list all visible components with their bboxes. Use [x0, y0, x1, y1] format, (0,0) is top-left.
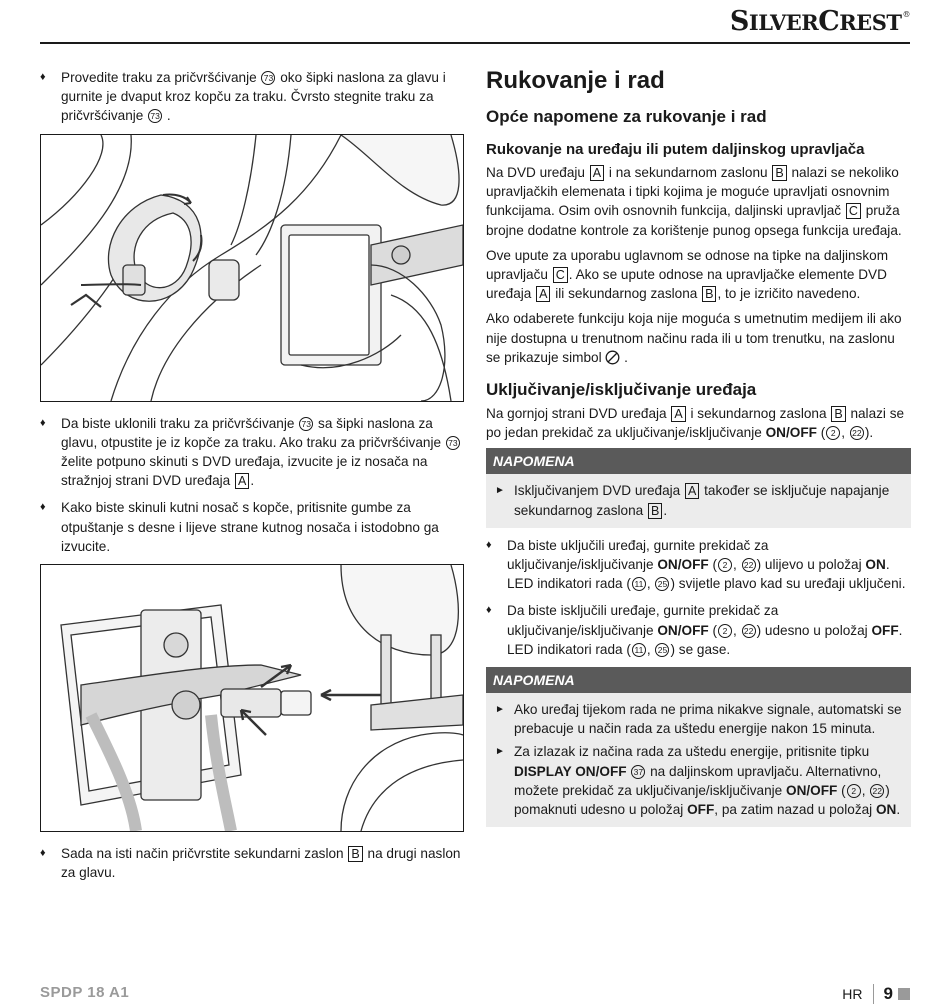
right-column [486, 68, 911, 835]
list-item: ♦ Sada na isti način pričvrstite sekundarni zaslon B na drugi naslon za glavu. [40, 846, 461, 881]
callout-number: 73 [148, 109, 162, 123]
paragraph: Na gornjoj strani DVD uređaja A i sekundarnog zaslona B nalazi se po jedan prekidač za uključivanje/isključivanje ON/OFF ( 2 , 22 ). [486, 406, 905, 441]
language-code: HR [842, 986, 863, 1002]
device-ref: C [553, 267, 568, 283]
callout-number: 2 [718, 624, 732, 638]
section-title: Rukovanje i rad [486, 67, 665, 94]
callout-number: 25 [655, 577, 669, 591]
list-item: ♦ Da biste uključili uređaj, gurnite prekidač za uključivanje/isključivanje ON/OFF ( 2 , 22 ) ulijevo u položaj ON. LED indikatori rada ( 11 , 25 ) svijetle plavo kad su uređaji uključeni. [486, 537, 906, 592]
subheading: Rukovanje na uređaju ili putem daljinskog upravljača [486, 141, 865, 158]
callout-number: 37 [631, 765, 645, 779]
callout-number: 73 [299, 417, 313, 431]
diamond-bullet-icon: ♦ [40, 416, 46, 429]
figure-strap-mounting [40, 134, 464, 402]
device-ref: B [772, 165, 786, 181]
callout-number: 25 [655, 643, 669, 657]
device-ref: C [846, 203, 861, 219]
header-rule [40, 42, 910, 44]
page-number: 9 [883, 984, 893, 1003]
list-item: ► Za izlazak iz načina rada za uštedu energije, pritisnite tipku DISPLAY ON/OFF 37 na daljinskom upravljaču. Alternativno, možete prekidač za uključivanje/isključivanje ON/OFF ( 2 , 22 ) pomaknuti udesno u položaj OFF, pa zatim nazad u položaj ON. [495, 744, 901, 818]
note-box [486, 474, 911, 527]
page-footer [842, 984, 910, 1004]
callout-number: 11 [632, 643, 646, 657]
paragraph: Ove upute za uporabu uglavnom se odnose na tipke na daljinskom upravljaču C . Ako se upute odnose na upravljačke elemente DVD uređaja A ili sekundarnog zaslona B , to je izričito navedeno. [486, 247, 889, 302]
list-item: ♦ Kako biste skinuli kutni nosač s kopče, pritisnite gumbe za otpuštanje s desne i lijeve strane kutnog nosača i istodobno ga izvucite. [40, 500, 439, 554]
figure-bracket-release [40, 564, 464, 832]
note-header: NAPOMENA [486, 667, 911, 693]
diamond-bullet-icon: ♦ [40, 847, 46, 860]
diamond-bullet-icon: ♦ [486, 604, 492, 617]
diamond-bullet-icon: ♦ [486, 538, 492, 551]
device-ref: A [590, 165, 604, 181]
arrow-bullet-icon: ► [495, 704, 505, 716]
callout-number: 11 [632, 577, 646, 591]
diamond-bullet-icon: ♦ [40, 71, 46, 83]
arrow-bullet-icon: ► [495, 485, 505, 497]
device-ref: B [648, 503, 662, 519]
diamond-bullet-icon: ♦ [40, 501, 46, 514]
callout-number: 22 [742, 558, 756, 572]
device-ref: B [348, 846, 362, 862]
brand-logo: SILVERCREST® [729, 6, 910, 37]
paragraph: Na DVD uređaju A i na sekundarnom zaslonu B nalazi se nekoliko upravljačkih elemenata i tipki kojima je moguće upravljati osnovnim funkcijama. Osim ovih osnovnih funkcija, daljinski upravljač C pruža brojne dodatne kontrole za korištenje punog opsega funkcija uređaja. [486, 165, 902, 238]
callout-number: 73 [446, 436, 460, 450]
device-ref: A [685, 483, 699, 499]
device-ref: B [702, 286, 716, 302]
model-number: SPDP 18 A1 [40, 984, 130, 1001]
note-box [486, 693, 911, 827]
device-ref: A [536, 286, 550, 302]
note-header: NAPOMENA [486, 448, 911, 474]
left-column [40, 68, 464, 890]
callout-number: 22 [870, 784, 884, 798]
list-item: ♦ Provedite traku za pričvršćivanje 73 oko šipki naslona za glavu i gurnite je dvaput kroz kopču za traku. Čvrsto stegnite traku za pričvršćivanje 73 . [40, 70, 446, 124]
list-item: ♦ Da biste uklonili traku za pričvršćivanje 73 sa šipki naslona za glavu, otpustite je iz kopče za traku. Ako traku za pričvršćivanje 73 želite potpuno skinuti s DVD uređaja, izvucite je iz nosača na stražnjoj strani DVD uređaja A . [40, 414, 464, 491]
paragraph: Ako odaberete funkciju koja nije moguća s umetnutim medijem ili ako nije dostupna u trenutnom načinu rada ili u tom trenutku, na zaslonu se prikazuje simbol . [486, 309, 911, 370]
callout-number: 2 [826, 426, 840, 440]
callout-number: 2 [718, 558, 732, 572]
list-item: ♦ Da biste isključili uređaje, gurnite prekidač za uključivanje/isključivanje ON/OFF ( 2 , 22 ) udesno u položaj OFF. LED indikatori rada ( 11 , 25 ) se gase. [486, 603, 903, 657]
footer-divider [873, 984, 874, 1004]
callout-number: 2 [847, 784, 861, 798]
prohibited-symbol-icon [605, 350, 620, 370]
callout-number: 22 [850, 426, 864, 440]
square-marker-icon [898, 988, 910, 1000]
list-item: ► Isključivanjem DVD uređaja A također se isključuje napajanje sekundarnog zaslona B . [495, 483, 890, 518]
device-ref: B [831, 406, 845, 422]
subsection-title: Uključivanje/isključivanje uređaja [486, 380, 757, 400]
arrow-bullet-icon: ► [495, 746, 505, 758]
callout-number: 22 [742, 624, 756, 638]
list-item: ► Ako uređaj tijekom rada ne prima nikakve signale, automatski se prebacuje u način rada za uštedu energije nakon 15 minuta. [495, 702, 902, 737]
callout-number: 73 [261, 71, 275, 85]
device-ref: A [235, 473, 249, 489]
device-ref: A [671, 406, 685, 422]
subsection-title: Opće napomene za rukovanje i rad [486, 107, 767, 126]
